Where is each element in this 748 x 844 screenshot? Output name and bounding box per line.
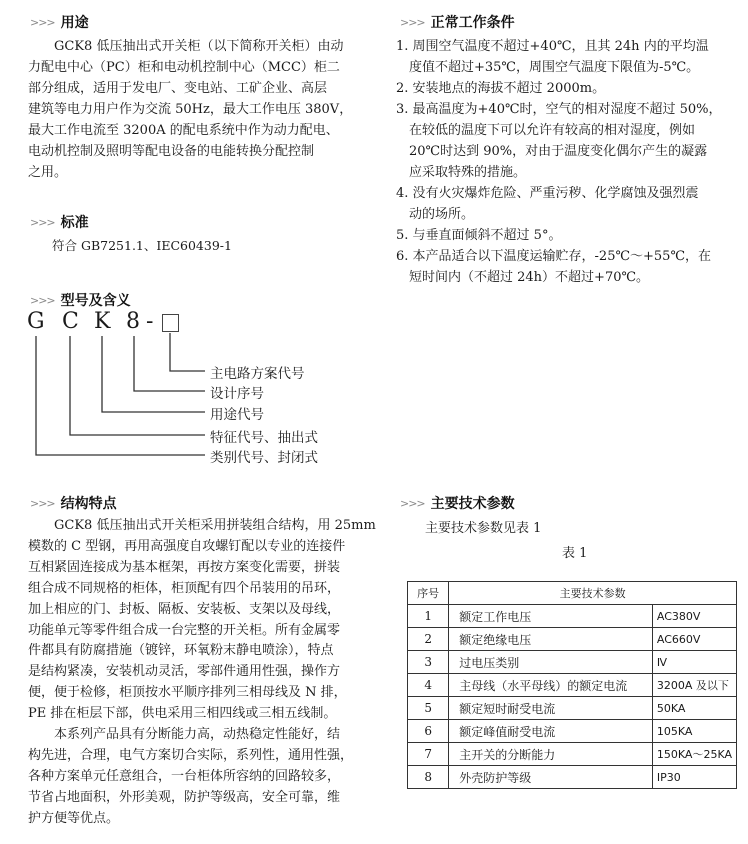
condition-item: 3. 最高温度为+40℃时，空气的相对湿度不超过 50%，	[396, 102, 722, 117]
conditions-title: 正常工作条件	[430, 15, 515, 31]
row-value: 105KA	[652, 720, 736, 743]
params-title: 主要技术参数	[430, 496, 515, 512]
row-param: 额定绝缘电压	[449, 628, 653, 651]
structure-title: 结构特点	[60, 496, 117, 512]
table-row	[408, 743, 737, 766]
structure-paragraph	[28, 516, 376, 830]
condition-item-cont: 动的场所。	[409, 207, 475, 222]
table-row	[408, 628, 737, 651]
table-row	[408, 697, 737, 720]
text-line: 各种方案单元任意组合，一台柜体所容纳的回路较多，	[28, 768, 341, 784]
row-param: 主母线（水平母线）的额定电流	[449, 674, 653, 697]
structure-section-header	[30, 493, 117, 513]
connector-line	[102, 336, 205, 412]
condition-item-cont: 20℃时达到 90%，对由于温度变化偶尔产生的凝露	[409, 144, 708, 159]
text-line: 最大工作电流至 3200A 的配电系统中作为动力配电、	[28, 123, 339, 138]
row-param: 额定短时耐受电流	[449, 697, 653, 720]
params-subtitle: 主要技术参数见表 1	[425, 521, 542, 536]
row-param: 主开关的分断能力	[449, 743, 653, 766]
text-line: PE 排在柜层下部，供电采用三相四线或三相五线制。	[28, 706, 337, 722]
model-code-letter: 8	[126, 309, 140, 334]
row-index: 3	[408, 651, 449, 674]
table-row	[408, 605, 737, 628]
text-line: 件都具有防腐措施（镀锌，环氧粉末静电喷涂），特点	[28, 643, 334, 659]
row-value: AC380V	[652, 605, 736, 628]
text-line: 便，便于检修，柜顶按水平顺序排列三相母线及 N 排，	[28, 685, 347, 701]
model-label-category-code: 类别代号、封闭式	[210, 450, 318, 466]
text-line: 部分组成，适用于发电厂、变电站、工矿企业、高层	[28, 81, 328, 96]
chevrons-icon: >>>	[30, 15, 55, 29]
text-line: 护方便等优点。	[28, 810, 120, 826]
row-index: 4	[408, 674, 449, 697]
model-label-design-seq: 设计序号	[210, 386, 264, 402]
row-index: 2	[408, 628, 449, 651]
conditions-list	[396, 36, 722, 288]
table-caption: 表 1	[562, 546, 588, 561]
text-line: 力配电中心（PC）柜和电动机控制中心（MCC）柜二	[28, 60, 340, 75]
text-line: 建筑等电力用户作为交流 50Hz，最大工作电压 380V，	[28, 102, 353, 117]
row-value: 3200A 及以下	[652, 674, 736, 697]
table-row	[408, 651, 737, 674]
row-index: 1	[408, 605, 449, 628]
row-value: AC660V	[652, 628, 736, 651]
conditions-section-header	[400, 12, 515, 32]
condition-item: 4. 没有火灾爆炸危险、严重污秽、化学腐蚀及强烈震	[396, 186, 699, 201]
condition-item-cont: 度值不超过+35℃，周围空气温度下限值为-5℃。	[409, 60, 700, 75]
column-header-param: 主要技术参数	[449, 582, 737, 605]
usage-title: 用途	[60, 15, 89, 31]
table-header-row	[408, 582, 737, 605]
row-value: Ⅳ	[652, 651, 736, 674]
standard-text: 符合 GB7251.1、IEC60439-1	[52, 238, 232, 253]
condition-item: 1. 周围空气温度不超过+40℃，且其 24h 内的平均温	[396, 39, 709, 54]
text-line: 本系列产品具有分断能力高，动热稳定性能好，结	[54, 727, 341, 743]
text-line: 节省占地面积，外形美观，防护等级高，安全可靠，维	[28, 789, 341, 805]
text-line: 构先进，合理，电气方案切合实际，系列性，通用性强，	[28, 747, 354, 763]
text-line: 是结构紧凑，安装机动灵活，零部件通用性强，操作方	[28, 664, 341, 680]
standard-title: 标准	[60, 215, 89, 231]
row-index: 7	[408, 743, 449, 766]
condition-item-cont: 短时间内（不超过 24h）不超过+70℃。	[409, 270, 650, 285]
row-param: 额定峰值耐受电流	[449, 720, 653, 743]
row-value: IP30	[652, 766, 736, 789]
condition-item: 6. 本产品适合以下温度运输贮存，-25℃～+55℃，在	[396, 249, 711, 264]
text-line: 功能单元等零件组合成一台完整的开关柜。所有金属零	[28, 622, 341, 638]
row-index: 6	[408, 720, 449, 743]
row-param: 额定工作电压	[449, 605, 653, 628]
chevrons-icon: >>>	[30, 293, 55, 307]
condition-item: 5. 与垂直面倾斜不超过 5°。	[396, 228, 562, 243]
condition-item-cont: 应采取特殊的措施。	[409, 165, 527, 180]
chevrons-icon: >>>	[30, 496, 55, 510]
model-code-dash: -	[146, 309, 154, 334]
text-line: 组合成不同规格的柜体，柜顶配有四个吊装用的吊环，	[28, 580, 341, 596]
text-line: 之用。	[28, 165, 68, 180]
row-param: 外壳防护等级	[449, 766, 653, 789]
model-code-letter: C	[62, 309, 79, 334]
row-value: 50KA	[652, 697, 736, 720]
row-value: 150KA～25KA	[652, 743, 736, 766]
table-row	[408, 766, 737, 789]
model-code-letter: K	[94, 309, 111, 334]
text-line: 互相紧固连接成为基本框架，再按方案变化需要，拼装	[28, 559, 341, 575]
connector-line	[36, 336, 205, 455]
row-index: 5	[408, 697, 449, 720]
condition-item: 2. 安装地点的海拔不超过 2000m。	[396, 81, 606, 96]
connector-line	[170, 333, 205, 371]
model-label-feature-code: 特征代号、抽出式	[210, 430, 318, 446]
connector-line	[70, 336, 205, 435]
row-param: 过电压类别	[449, 651, 653, 674]
model-code-letter: G	[27, 309, 45, 334]
text-line: 模数的 C 型钢，再用高强度自攻螺钉配以专业的连接件	[28, 538, 346, 554]
model-label-main-circuit: 主电路方案代号	[210, 366, 305, 382]
text-line: GCK8 低压抽出式开关柜（以下简称开关柜）由动	[54, 39, 344, 54]
table-row	[408, 674, 737, 697]
params-table	[407, 581, 737, 789]
text-line: GCK8 低压抽出式开关柜采用拼装组合结构，用 25mm	[54, 518, 376, 533]
table-row	[408, 720, 737, 743]
chevrons-icon: >>>	[400, 496, 425, 510]
column-header-index: 序号	[408, 582, 449, 605]
chevrons-icon: >>>	[30, 215, 55, 229]
chevrons-icon: >>>	[400, 15, 425, 29]
condition-item-cont: 在较低的温度下可以允许有较高的相对湿度，例如	[409, 123, 696, 138]
params-section-header	[400, 493, 515, 513]
text-line: 加上相应的门、封板、隔板、安装板、支架以及母线，	[28, 601, 341, 617]
model-title: 型号及含义	[60, 293, 131, 309]
text-line: 电动机控制及照明等配电设备的电能转换分配控制	[28, 144, 315, 159]
model-label-usage-code: 用途代号	[210, 407, 264, 423]
row-index: 8	[408, 766, 449, 789]
